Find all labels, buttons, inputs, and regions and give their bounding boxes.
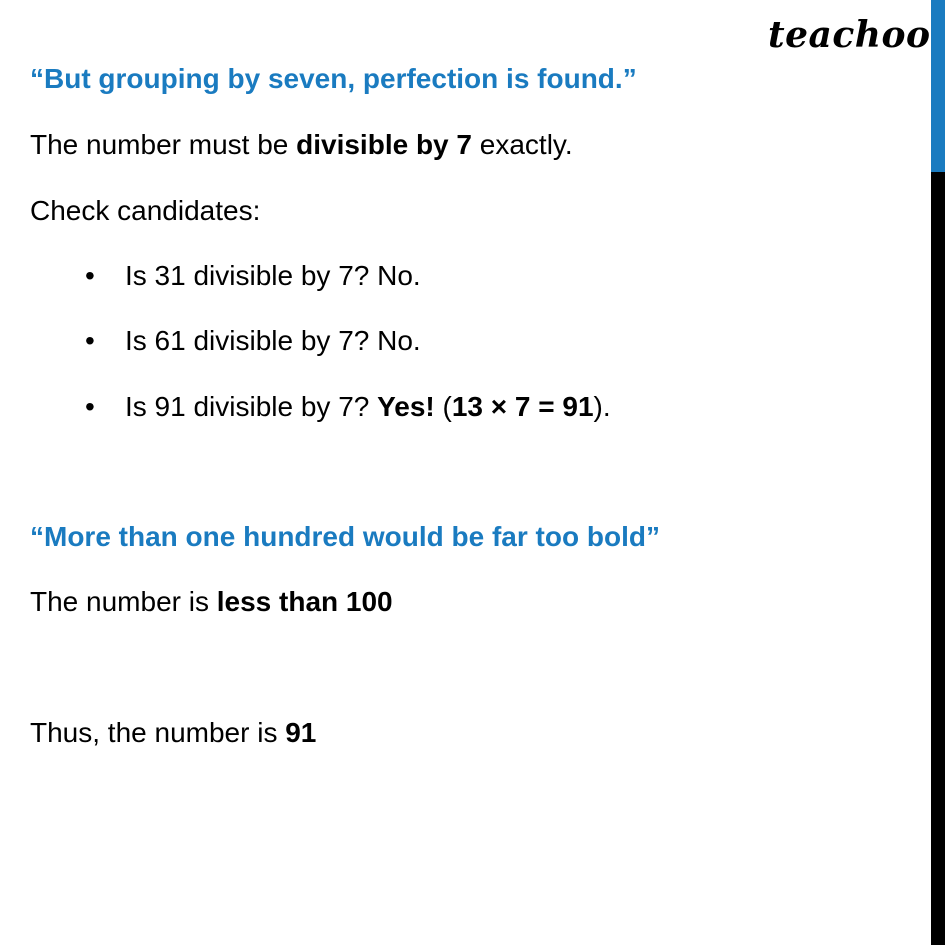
conclusion-prefix: Thus, the number is [30,717,286,748]
rule-less-than-bold: less than 100 [216,586,393,617]
rule-divisible-bold: divisible by 7 [296,129,472,160]
conclusion-answer: 91 [285,717,317,748]
rule-less-than [30,586,393,618]
bullet-paren-close: ). [593,391,611,422]
rule-divisible-suffix: exactly. [471,129,573,160]
conclusion [30,717,316,749]
bullet-yes: Yes! [377,391,435,422]
bullet-paren-open: ( [434,391,452,422]
bullet-icon: • [85,325,95,356]
rule-divisible-prefix: The number must be [30,129,297,160]
check-candidates-label: Check candidates: [30,195,261,226]
quote-seven: “But grouping by seven, perfection is found.” [30,63,637,94]
bullet-icon: • [85,260,95,291]
rule-divisible [30,129,573,161]
rule-less-than-prefix: The number is [30,586,217,617]
bullet-equation: 13 × 7 = 91 [451,391,594,422]
side-bar-accent [931,0,945,172]
quote-hundred: “More than one hundred would be far too bold” [30,521,660,552]
teachoo-logo: teachoo [768,14,931,56]
list-item [85,325,421,357]
bullet-text: Is 61 divisible by 7? No. [125,325,421,356]
list-item [85,391,611,423]
bullet-text: Is 31 divisible by 7? No. [125,260,421,291]
bullet-icon: • [85,391,95,422]
list-item [85,260,421,292]
bullet-text: Is 91 divisible by 7? [125,391,378,422]
